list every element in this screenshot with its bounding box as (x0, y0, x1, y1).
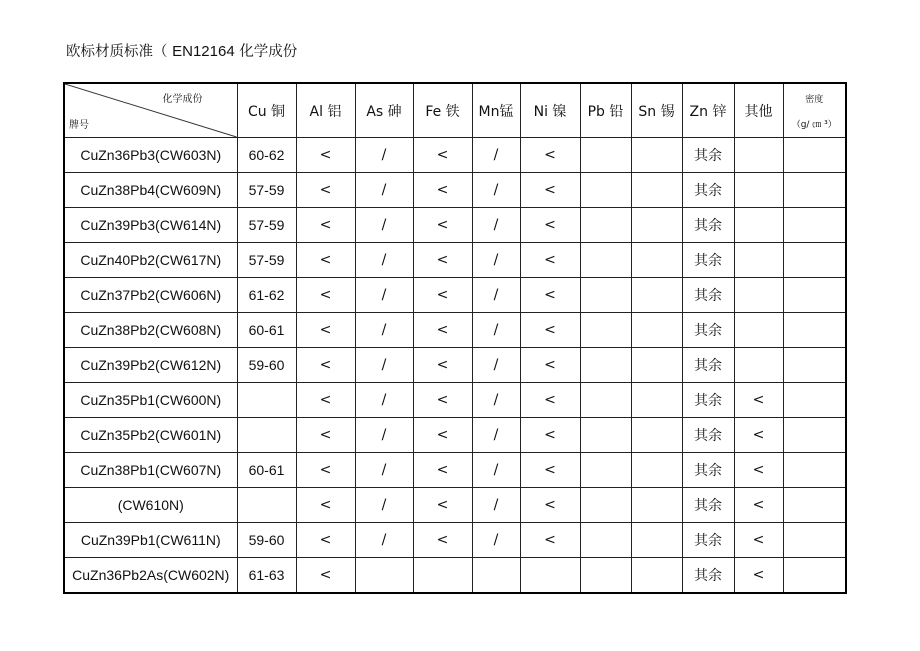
title-prefix: 欧标材质标准（ (66, 44, 168, 60)
cell-ni (520, 558, 580, 594)
cell-pb (580, 278, 631, 313)
table-row (64, 418, 846, 453)
table-row (64, 208, 846, 243)
cell-density (783, 173, 846, 208)
cell-grade: CuZn39Pb1(CW611N) (64, 523, 237, 558)
cell-as: / (355, 208, 413, 243)
cell-cu: 57-59 (237, 208, 296, 243)
cell-density (783, 418, 846, 453)
cell-as (355, 558, 413, 594)
cell-cu: 61-63 (237, 558, 296, 594)
cell-pb (580, 383, 631, 418)
cell-mn: / (472, 313, 520, 348)
cell-other (734, 313, 783, 348)
cell-grade: CuZn36Pb3(CW603N) (64, 138, 237, 173)
cell-zn: 其余 (682, 243, 734, 278)
table-row (64, 453, 846, 488)
cell-zn: 其余 (682, 278, 734, 313)
cell-other (734, 138, 783, 173)
cell-mn: / (472, 383, 520, 418)
table-row (64, 523, 846, 558)
cell-grade: (CW610N) (64, 488, 237, 523)
cell-as: / (355, 418, 413, 453)
cell-sn (631, 313, 682, 348)
table-row (64, 138, 846, 173)
cell-as: / (355, 348, 413, 383)
cell-pb (580, 173, 631, 208)
cell-fe: < (413, 523, 472, 558)
cell-as: / (355, 278, 413, 313)
cell-as: / (355, 243, 413, 278)
cell-zn: 其余 (682, 173, 734, 208)
cell-mn: / (472, 348, 520, 383)
cell-sn (631, 453, 682, 488)
cell-mn: / (472, 173, 520, 208)
cell-mn: / (472, 138, 520, 173)
cell-al: < (296, 558, 355, 594)
cell-density (783, 523, 846, 558)
cell-fe: < (413, 313, 472, 348)
document-title (66, 40, 297, 61)
cell-pb (580, 138, 631, 173)
cell-zn: 其余 (682, 348, 734, 383)
density-unit: （g/ ㎝ ³） (791, 119, 837, 130)
cell-mn: / (472, 278, 520, 313)
cell-cu: 57-59 (237, 173, 296, 208)
cell-ni: < (520, 173, 580, 208)
cell-cu: 61-62 (237, 278, 296, 313)
col-header-ni: Ni 镍 (520, 83, 580, 138)
cell-fe: < (413, 173, 472, 208)
cell-other (734, 348, 783, 383)
cell-as: / (355, 138, 413, 173)
col-header-density (783, 83, 846, 138)
cell-fe: < (413, 418, 472, 453)
cell-grade: CuZn36Pb2As(CW602N) (64, 558, 237, 594)
cell-as: / (355, 383, 413, 418)
cell-other (734, 208, 783, 243)
cell-al: < (296, 173, 355, 208)
diagonal-header-cell (64, 83, 237, 138)
col-header-as: As 砷 (355, 83, 413, 138)
cell-fe: < (413, 348, 472, 383)
cell-pb (580, 313, 631, 348)
cell-other: < (734, 383, 783, 418)
cell-pb (580, 558, 631, 594)
cell-al: < (296, 453, 355, 488)
cell-al: < (296, 348, 355, 383)
cell-pb (580, 488, 631, 523)
cell-sn (631, 138, 682, 173)
cell-zn: 其余 (682, 208, 734, 243)
cell-ni: < (520, 488, 580, 523)
cell-cu: 59-60 (237, 348, 296, 383)
cell-fe: < (413, 243, 472, 278)
cell-other (734, 173, 783, 208)
cell-sn (631, 523, 682, 558)
cell-mn: / (472, 523, 520, 558)
cell-sn (631, 348, 682, 383)
cell-pb (580, 243, 631, 278)
cell-ni: < (520, 418, 580, 453)
cell-sn (631, 558, 682, 594)
cell-fe: < (413, 453, 472, 488)
cell-fe: < (413, 138, 472, 173)
cell-other: < (734, 488, 783, 523)
cell-ni: < (520, 208, 580, 243)
cell-density (783, 243, 846, 278)
col-header-pb: Pb 铅 (580, 83, 631, 138)
cell-density (783, 138, 846, 173)
cell-other (734, 243, 783, 278)
cell-density (783, 488, 846, 523)
cell-cu (237, 418, 296, 453)
cell-grade: CuZn39Pb2(CW612N) (64, 348, 237, 383)
cell-al: < (296, 418, 355, 453)
cell-zn: 其余 (682, 138, 734, 173)
cell-al: < (296, 243, 355, 278)
diagonal-line (65, 84, 237, 137)
cell-as: / (355, 523, 413, 558)
cell-as: / (355, 453, 413, 488)
col-header-cu: Cu 铜 (237, 83, 296, 138)
cell-fe: < (413, 278, 472, 313)
cell-fe: < (413, 488, 472, 523)
cell-pb (580, 418, 631, 453)
cell-grade: CuZn38Pb4(CW609N) (64, 173, 237, 208)
density-label: 密度 (805, 94, 824, 105)
title-suffix: 化学成份 (239, 44, 298, 60)
cell-density (783, 278, 846, 313)
col-header-fe: Fe 铁 (413, 83, 472, 138)
cell-density (783, 208, 846, 243)
cell-grade: CuZn35Pb1(CW600N) (64, 383, 237, 418)
cell-sn (631, 383, 682, 418)
cell-al: < (296, 383, 355, 418)
cell-fe: < (413, 208, 472, 243)
cell-zn: 其余 (682, 558, 734, 594)
cell-mn: / (472, 208, 520, 243)
cell-zn: 其余 (682, 523, 734, 558)
cell-other (734, 278, 783, 313)
cell-density (783, 558, 846, 594)
cell-other: < (734, 523, 783, 558)
table-row (64, 278, 846, 313)
cell-mn (472, 558, 520, 594)
cell-al: < (296, 208, 355, 243)
diag-header-grade: 牌号 (69, 120, 89, 131)
col-header-zn: Zn 锌 (682, 83, 734, 138)
cell-ni: < (520, 138, 580, 173)
table-body (64, 138, 846, 594)
cell-grade: CuZn38Pb2(CW608N) (64, 313, 237, 348)
col-header-al: Al 铝 (296, 83, 355, 138)
cell-as: / (355, 173, 413, 208)
cell-cu: 60-61 (237, 453, 296, 488)
cell-cu (237, 383, 296, 418)
cell-zn: 其余 (682, 488, 734, 523)
cell-mn: / (472, 488, 520, 523)
cell-al: < (296, 488, 355, 523)
cell-cu: 59-60 (237, 523, 296, 558)
cell-sn (631, 488, 682, 523)
cell-grade: CuZn37Pb2(CW606N) (64, 278, 237, 313)
cell-zn: 其余 (682, 383, 734, 418)
cell-cu: 60-61 (237, 313, 296, 348)
col-header-sn: Sn 锡 (631, 83, 682, 138)
cell-density (783, 453, 846, 488)
cell-other: < (734, 453, 783, 488)
table-row (64, 558, 846, 594)
cell-mn: / (472, 243, 520, 278)
cell-ni: < (520, 523, 580, 558)
table-row (64, 348, 846, 383)
header-row (64, 83, 846, 138)
cell-grade: CuZn39Pb3(CW614N) (64, 208, 237, 243)
composition-table (63, 82, 847, 594)
cell-cu (237, 488, 296, 523)
cell-sn (631, 278, 682, 313)
cell-sn (631, 418, 682, 453)
table-row (64, 243, 846, 278)
cell-grade: CuZn35Pb2(CW601N) (64, 418, 237, 453)
cell-mn: / (472, 453, 520, 488)
col-header-other: 其他 (734, 83, 783, 138)
cell-zn: 其余 (682, 453, 734, 488)
cell-grade: CuZn40Pb2(CW617N) (64, 243, 237, 278)
cell-as: / (355, 488, 413, 523)
cell-sn (631, 243, 682, 278)
cell-zn: 其余 (682, 418, 734, 453)
cell-zn: 其余 (682, 313, 734, 348)
cell-pb (580, 208, 631, 243)
cell-as: / (355, 313, 413, 348)
cell-ni: < (520, 348, 580, 383)
cell-pb (580, 348, 631, 383)
cell-cu: 57-59 (237, 243, 296, 278)
cell-sn (631, 173, 682, 208)
table-row (64, 313, 846, 348)
table-row (64, 173, 846, 208)
cell-ni: < (520, 313, 580, 348)
cell-density (783, 383, 846, 418)
cell-al: < (296, 313, 355, 348)
cell-cu: 60-62 (237, 138, 296, 173)
table-row (64, 383, 846, 418)
table-row (64, 488, 846, 523)
cell-sn (631, 208, 682, 243)
cell-pb (580, 453, 631, 488)
cell-ni: < (520, 278, 580, 313)
cell-other: < (734, 418, 783, 453)
cell-ni: < (520, 453, 580, 488)
cell-al: < (296, 138, 355, 173)
cell-al: < (296, 278, 355, 313)
cell-density (783, 348, 846, 383)
cell-fe: < (413, 383, 472, 418)
cell-pb (580, 523, 631, 558)
cell-ni: < (520, 383, 580, 418)
col-header-mn: Mn锰 (472, 83, 520, 138)
diag-header-composition: 化学成份 (162, 94, 203, 105)
title-standard-code: EN12164 (172, 43, 235, 60)
cell-ni: < (520, 243, 580, 278)
cell-other: < (734, 558, 783, 594)
cell-grade: CuZn38Pb1(CW607N) (64, 453, 237, 488)
cell-mn: / (472, 418, 520, 453)
cell-density (783, 313, 846, 348)
cell-fe (413, 558, 472, 594)
cell-al: < (296, 523, 355, 558)
